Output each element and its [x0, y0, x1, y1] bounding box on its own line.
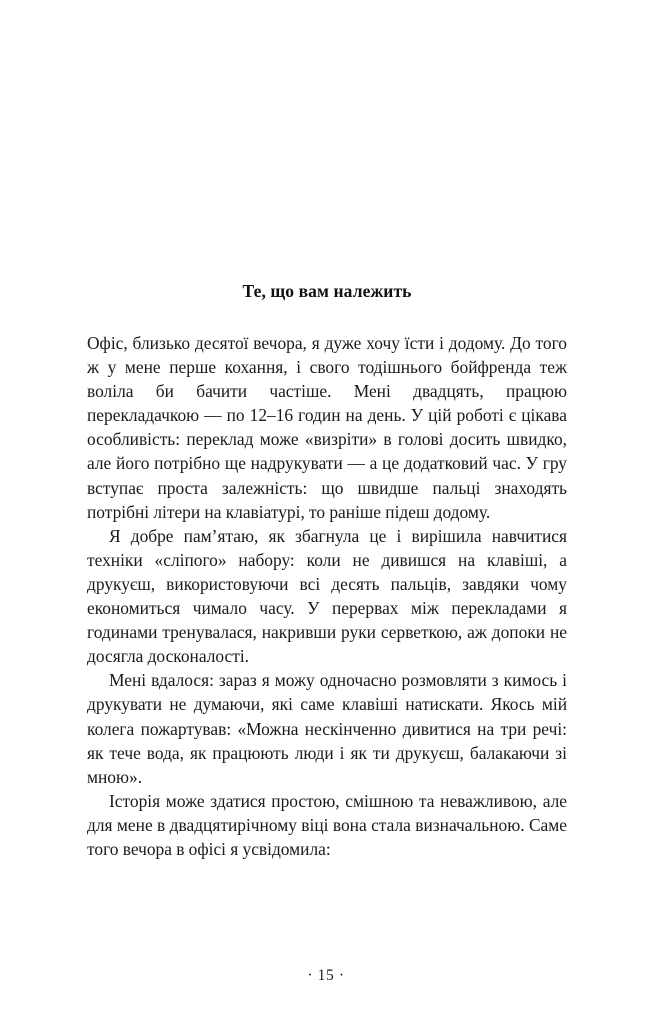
body-paragraph: Історія може здатися простою, смішною та неважливою, але для мене в двадцятирічному віці вона стала визначальною. Саме того вечора в офісі я усвідомила:	[87, 790, 567, 859]
page-number-folio: · 15 ·	[307, 967, 345, 984]
body-paragraph: Офіс, близько десятої вечора, я дуже хочу їсти і додому. До того ж у мене перше кохання, і свого тодішнього бойфренда теж воліла би бачити частіше. Мені двадцять, працюю перекладачкою — по 12–16 годин на день. У цій роботі є цікава особливість: переклад може «визріти» в голові досить швидко, але його потрібно ще надрукувати — а це додатковий час. У гру вступає проста залежність: що швидше пальці знаходять потрібні літери на клавіатурі, то раніше підеш додому.	[87, 333, 567, 522]
chapter-title: Те, що вам належить	[242, 281, 412, 301]
body-paragraph: Я добре пам’ятаю, як збагнула це і вирішила навчитися техніки «сліпого» набору: коли не дивишся на клавіші, а друкуєш, використовуючи всі десять пальців, завдяки чому економиться чимало часу. У перервах між перекладами я годинами тренувалася, накривши руки серветкою, аж допоки не досягла досконалості.	[87, 525, 567, 667]
body-paragraph: Мені вдалося: зараз я можу одночасно розмовляти з кимось і друкувати не думаючи, які саме клавіші натискати. Якось мій колега пожартував: «Можна нескінченно дивитися на три речі: як тече вода, як працюють люди і як ти друкуєш, балакаючи зі мною».	[87, 670, 567, 787]
text-column	[87, 279, 567, 861]
